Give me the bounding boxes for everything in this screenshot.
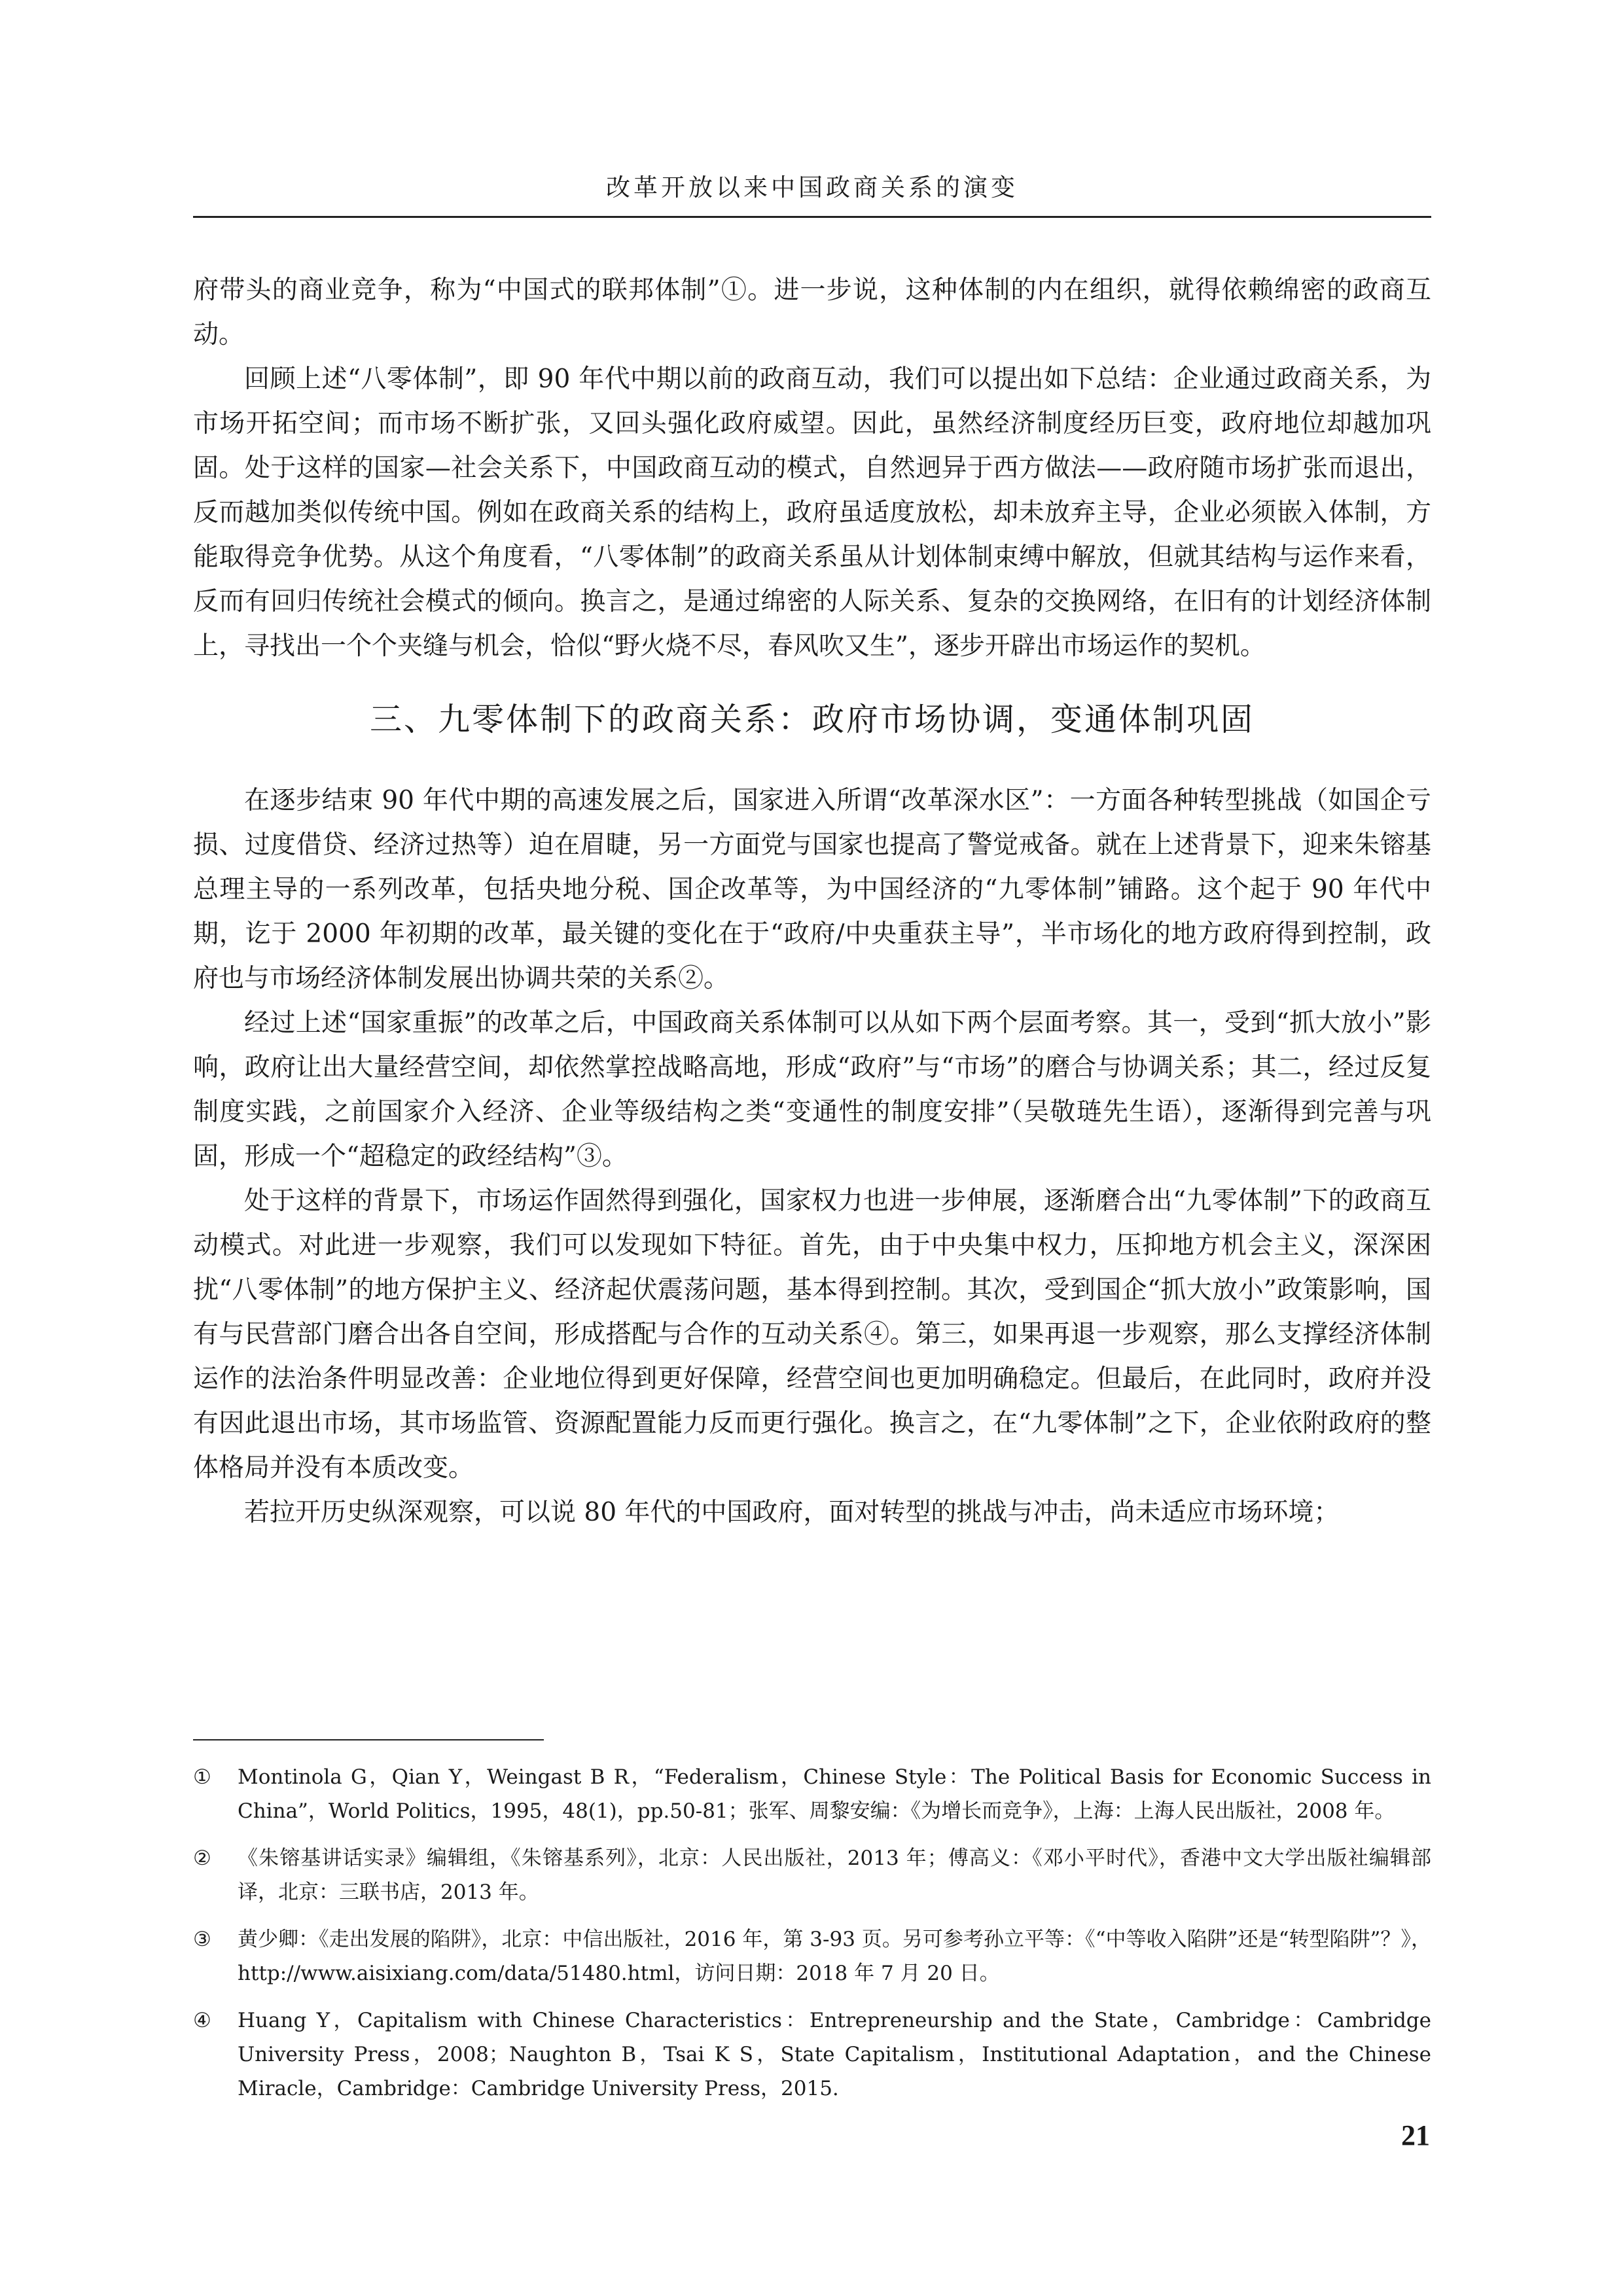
footnote-text: 《朱镕基讲话实录》编辑组，《朱镕基系列》，北京：人民出版社，2013 年；傅高义：《邓小平时代》，香港中文大学出版社编辑部译，北京：三联书店，2013 年。 <box>238 1846 1431 1904</box>
footnote-rule <box>193 1739 544 1740</box>
page-number: 21 <box>1401 2119 1430 2151</box>
footnotes <box>193 1760 1431 2119</box>
footnote <box>193 1922 1431 1990</box>
section-heading: 三、九零体制下的政商关系：政府市场协调，变通体制巩固 <box>369 701 1255 738</box>
footnote-mark: ④ <box>193 2009 211 2032</box>
paragraph: 回顾上述“八零体制”，即 90 年代中期以前的政商互动，我们可以提出如下总结：企业通过政商关系，为市场开拓空间；而市场不断扩张，又回头强化政府威望。因此，虽然经济制度经历巨变，政府地位却越加巩固。处于这样的国家—社会关系下，中国政商互动的模式，自然迥异于西方做法——政府随市场扩张而退出，反而越加类似传统中国。例如在政商关系的结构上，政府虽适度放松，却未放弃主导，企业必须嵌入体制，方能取得竞争优势。从这个角度看，“八零体制”的政商关系虽从计划体制束缚中解放，但就其结构与运作来看，反而有回归传统社会模式的倾向。换言之，是通过绵密的人际关系、复杂的交换网络，在旧有的计划经济体制上，寻找出一个个夹缝与机会，恰似“野火烧不尽，春风吹又生”，逐步开辟出市场运作的契机。 <box>193 364 1431 661</box>
footnote-mark: ② <box>193 1846 211 1870</box>
paragraph: 经过上述“国家重振”的改革之后，中国政商关系体制可以从如下两个层面考察。其一，受到“抓大放小”影响，政府让出大量经营空间，却依然掌控战略高地，形成“政府”与“市场”的磨合与协调关系；其二，经过反复制度实践，之前国家介入经济、企业等级结构之类“变通性的制度安排”（吴敬琏先生语），逐渐得到完善与巩固，形成一个“超稳定的政经结构”③。 <box>193 1008 1431 1171</box>
paragraph: 处于这样的背景下，市场运作固然得到强化，国家权力也进一步伸展，逐渐磨合出“九零体制”下的政商互动模式。对此进一步观察，我们可以发现如下特征。首先，由于中央集中权力，压抑地方机会主义，深深困扰“八零体制”的地方保护主义、经济起伏震荡问题，基本得到控制。其次，受到国企“抓大放小”政策影响，国有与民营部门磨合出各自空间，形成搭配与合作的互动关系④。第三，如果再退一步观察，那么支撑经济体制运作的法治条件明显改善：企业地位得到更好保障，经营空间也更加明确稳定。但最后，在此同时，政府并没有因此退出市场，其市场监管、资源配置能力反而更行强化。换言之，在“九零体制”之下，企业依附政府的整体格局并没有本质改变。 <box>193 1186 1431 1483</box>
paragraph: 若拉开历史纵深观察，可以说 80 年代的中国政府，面对转型的挑战与冲击，尚未适应市场环境； <box>244 1498 1340 1527</box>
footnote-mark: ③ <box>193 1928 211 1951</box>
paragraph: 府带头的商业竞争，称为“中国式的联邦体制”①。进一步说，这种体制的内在组织，就得依赖绵密的政商互动。 <box>193 275 1431 349</box>
paragraph: 在逐步结束 90 年代中期的高速发展之后，国家进入所谓“改革深水区”：一方面各种转型挑战（如国企亏损、过度借贷、经济过热等）迫在眉睫，另一方面党与国家也提高了警觉戒备。就在上述背景下，迎来朱镕基总理主导的一系列改革，包括央地分税、国企改革等，为中国经济的“九零体制”铺路。这个起于 90 年代中期，讫于 2000 年初期的改革，最关键的变化在于“政府/中央重获主导”，半市场化的地方政府得到控制，政府也与市场经济体制发展出协调共荣的关系②。 <box>193 786 1431 993</box>
footnote <box>193 1760 1431 1828</box>
footnote-text: Montinola G，Qian Y，Weingast B R，“Federalism，Chinese Style：The Political Basis for Economic Success in China”，World Politics，1995，48(1)，pp.50-81；张军、周黎安编：《为增长而竞争》，上海：上海人民出版社，2008 年。 <box>238 1765 1431 1823</box>
body-text <box>193 268 1431 1535</box>
footnote-text: Huang Y，Capitalism with Chinese Characteristics：Entrepreneurship and the State，Cambridge：Cambridge University Press，2008；Naughton B，Tsai K S，State Capitalism，Institutional Adaptation，and the Chinese Miracle，Cambridge：Cambridge University Press，2015. <box>238 2009 1431 2100</box>
footnote <box>193 2004 1431 2106</box>
footnote <box>193 1841 1431 1909</box>
footnote-mark: ① <box>193 1765 211 1789</box>
footnote-text: 黄少卿：《走出发展的陷阱》，北京：中信出版社，2016 年，第 3-93 页。另可参考孙立平等：《“中等收入陷阱”还是“转型陷阱”？》，http://www.aisixiang.com/data/51480.html，访问日期：2018 年 7 月 20 日。 <box>238 1928 1431 1985</box>
running-header: 改革开放以来中国政商关系的演变 <box>606 173 1018 202</box>
header-rule <box>193 216 1431 218</box>
